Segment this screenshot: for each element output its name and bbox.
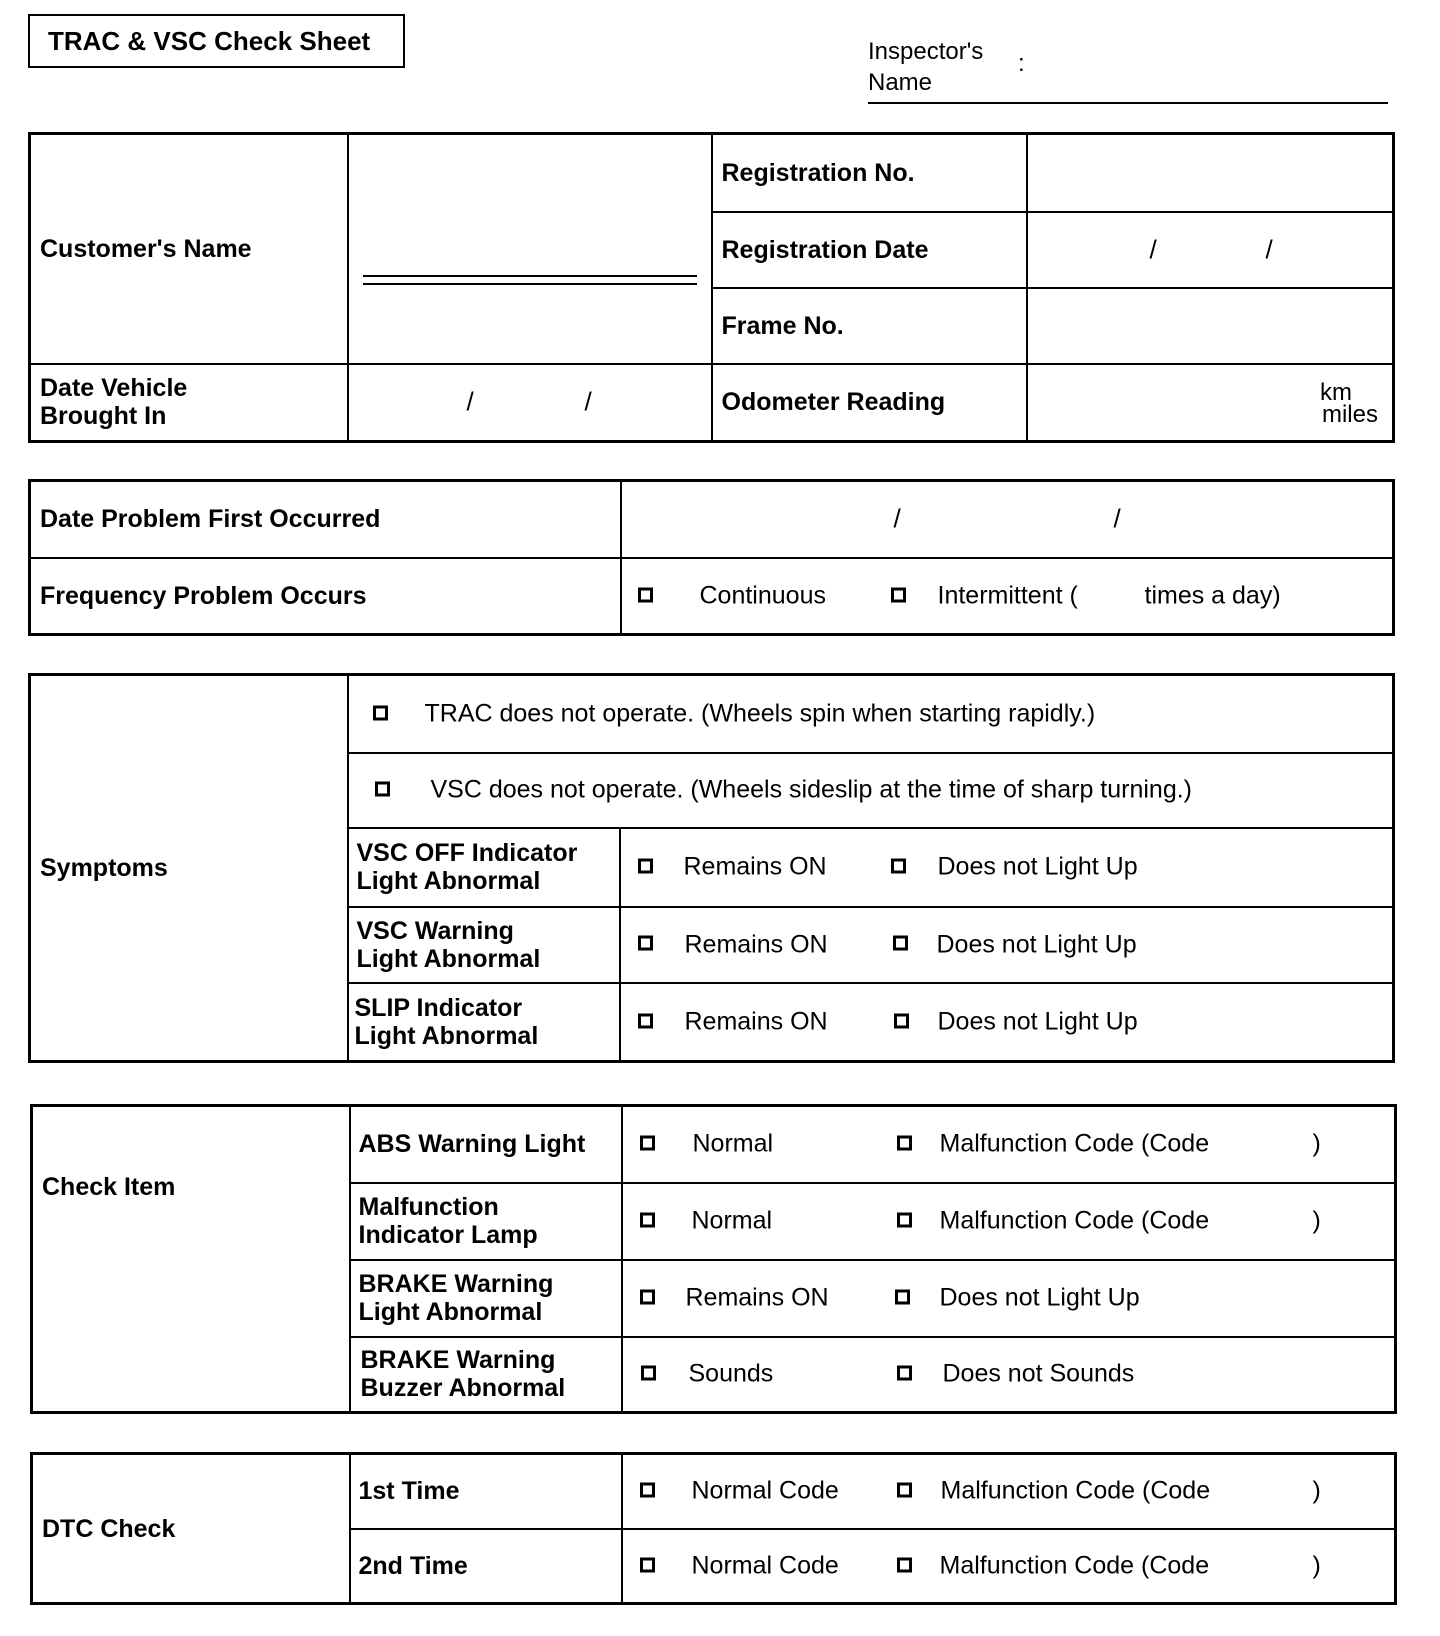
date-brought-in-label (30, 364, 348, 442)
unit-miles: miles (1321, 400, 1378, 428)
inspector-label (868, 36, 1018, 98)
odometer-label: Odometer Reading (712, 364, 1027, 442)
date-first-occurred-label: Date Problem First Occurred (30, 481, 621, 558)
unit-km: km (1320, 378, 1352, 406)
option-label: Does not Sounds (942, 1359, 1135, 1388)
frequency-options (621, 558, 1394, 635)
symptom-row-options (620, 907, 1394, 983)
customer-name-double-line (363, 275, 697, 285)
close-paren: ) (1312, 1551, 1321, 1580)
check-row-options (622, 1337, 1396, 1413)
checkbox-remains-on[interactable] (638, 853, 653, 882)
check-item-label-text: Check Item (42, 1173, 176, 1201)
frame-no-label: Frame No. (712, 288, 1027, 364)
check-row-label (350, 1260, 622, 1337)
symptom-row-options (620, 983, 1394, 1062)
checkbox-remains-on[interactable] (638, 1007, 653, 1036)
symptom-row-label (348, 983, 620, 1062)
close-paren: ) (1312, 1206, 1321, 1235)
option-label: Remains ON (684, 930, 828, 958)
option-continuous-label: Continuous (699, 581, 826, 610)
check-row-label-line1: Malfunction (358, 1193, 499, 1221)
check-row-label-line1: ABS Warning Light (358, 1130, 586, 1159)
checkbox-continuous[interactable] (638, 581, 653, 610)
symptom-vsc-row (348, 753, 1394, 828)
check-row-label (350, 1183, 622, 1260)
option-label: Malfunction Code (Code (939, 1206, 1210, 1235)
check-row-options (622, 1183, 1396, 1260)
dtc-row-options (622, 1529, 1396, 1604)
check-row-label-line1: BRAKE Warning (360, 1346, 556, 1375)
checkbox-does-not-light-up[interactable] (895, 1284, 910, 1313)
option-label: Normal Code (691, 1476, 839, 1505)
checkbox-normal-code[interactable] (640, 1551, 655, 1580)
check-item-label (32, 1106, 350, 1413)
inspector-name-field[interactable] (868, 36, 1388, 104)
date-separator: / (1265, 234, 1273, 264)
inspector-label-line1: Inspector's (868, 38, 984, 65)
checkbox-malfunction-code[interactable] (897, 1551, 912, 1580)
close-paren: ) (1312, 1129, 1321, 1158)
symptom-row-label (348, 907, 620, 983)
symptom-row-label-line1: VSC OFF Indicator (356, 839, 578, 867)
symptoms-table (28, 673, 1395, 1063)
option-label: Malfunction Code (Code (939, 1551, 1210, 1580)
inspector-label-line2: Name (868, 69, 933, 96)
registration-date-label: Registration Date (712, 212, 1027, 288)
checkbox-does-not-light-up[interactable] (893, 930, 908, 959)
option-label: Malfunction Code (Code (940, 1476, 1211, 1505)
checkbox-does-not-light-up[interactable] (894, 1007, 909, 1036)
date-separator: / (893, 503, 901, 534)
checkbox-remains-on[interactable] (638, 930, 653, 959)
date-first-occurred-field[interactable] (621, 481, 1394, 558)
option-label: Does not Light Up (937, 1007, 1138, 1036)
symptom-row-label-line1: VSC Warning (356, 916, 514, 945)
option-label: Remains ON (683, 852, 827, 881)
symptom-trac-row (348, 675, 1394, 753)
checkbox-remains-on[interactable] (640, 1284, 655, 1313)
checkbox-intermittent[interactable] (891, 581, 906, 610)
checkbox-normal-code[interactable] (640, 1477, 655, 1506)
times-a-day-label: times a day) (1144, 581, 1281, 610)
frequency-label: Frequency Problem Occurs (30, 558, 621, 635)
sheet-title: TRAC & VSC Check Sheet (28, 14, 405, 68)
option-label: Normal (691, 1206, 773, 1235)
checkbox-trac[interactable] (373, 699, 388, 728)
check-row-label-line2: Light Abnormal (358, 1298, 543, 1326)
option-intermittent-label: Intermittent ( (937, 581, 1078, 610)
symptom-row-options (620, 828, 1394, 907)
frame-no-field[interactable] (1027, 288, 1394, 364)
dtc-row-label: 1st Time (350, 1454, 622, 1529)
date-brought-in-label-line2: Brought In (40, 402, 167, 431)
inspector-colon: : (1018, 50, 1025, 77)
checkbox-normal[interactable] (640, 1130, 655, 1159)
check-row-label (350, 1337, 622, 1413)
checkbox-malfunction-code[interactable] (897, 1207, 912, 1236)
registration-no-label: Registration No. (712, 134, 1027, 212)
checkbox-sounds[interactable] (641, 1360, 656, 1389)
check-row-options (622, 1106, 1396, 1183)
option-label: Does not Light Up (939, 1283, 1140, 1312)
checkbox-does-not-light-up[interactable] (891, 853, 906, 882)
close-paren: ) (1312, 1476, 1321, 1505)
option-label: Normal Code (691, 1551, 839, 1580)
vehicle-info-table (28, 132, 1395, 443)
option-label: Remains ON (684, 1007, 828, 1036)
dtc-row-label: 2nd Time (350, 1529, 622, 1604)
symptom-row-label-line2: Light Abnormal (354, 1021, 539, 1050)
customer-name-label: Customer's Name (30, 134, 348, 364)
dtc-check-label: DTC Check (32, 1454, 350, 1604)
date-separator: / (1113, 503, 1121, 534)
option-label: Does not Light Up (937, 852, 1138, 881)
option-label: Normal (692, 1129, 774, 1158)
symptom-row-label-line1: SLIP Indicator (354, 993, 523, 1022)
option-label: Does not Light Up (936, 930, 1137, 958)
registration-date-field[interactable] (1027, 212, 1394, 288)
dtc-row-options (622, 1454, 1396, 1529)
checkbox-normal[interactable] (640, 1207, 655, 1236)
option-label: Remains ON (685, 1283, 829, 1312)
checkbox-malfunction-code[interactable] (897, 1130, 912, 1159)
date-brought-in-field[interactable] (348, 364, 712, 442)
customer-name-field[interactable] (348, 134, 712, 364)
dtc-check-table (30, 1452, 1397, 1605)
date-brought-in-label-line1: Date Vehicle (40, 374, 188, 403)
odometer-field[interactable] (1027, 364, 1394, 442)
registration-no-field[interactable] (1027, 134, 1394, 212)
checkbox-malfunction-code[interactable] (897, 1477, 912, 1506)
symptom-row-label-line2: Light Abnormal (356, 944, 541, 973)
checkbox-does-not-sounds[interactable] (897, 1360, 912, 1389)
symptom-row-label-line2: Light Abnormal (356, 867, 541, 895)
symptom-vsc-label: VSC does not operate. (Wheels sideslip at the time of sharp turning.) (430, 775, 1192, 804)
check-item-table (30, 1104, 1397, 1414)
option-label: Malfunction Code (Code (939, 1129, 1210, 1158)
date-separator: / (466, 386, 474, 417)
problem-table (28, 479, 1395, 636)
check-row-label (350, 1106, 622, 1183)
symptom-row-label (348, 828, 620, 907)
option-label: Sounds (688, 1359, 774, 1388)
check-row-label-line1: BRAKE Warning (358, 1270, 554, 1298)
check-row-label-line2: Indicator Lamp (358, 1221, 538, 1249)
date-separator: / (584, 386, 592, 417)
inspector-underline (868, 102, 1388, 104)
check-row-label-line2: Buzzer Abnormal (360, 1374, 566, 1403)
check-row-options (622, 1260, 1396, 1337)
checkbox-vsc[interactable] (375, 776, 390, 805)
symptom-trac-label: TRAC does not operate. (Wheels spin when starting rapidly.) (424, 699, 1096, 728)
date-separator: / (1149, 234, 1157, 264)
symptoms-label: Symptoms (30, 675, 348, 1062)
